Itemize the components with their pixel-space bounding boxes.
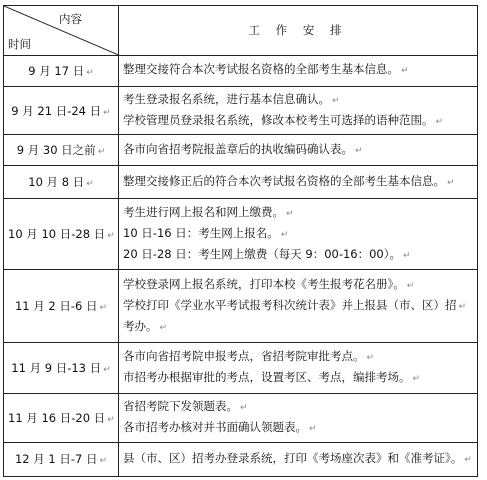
task-line <box>123 140 473 161</box>
time-cell <box>4 55 119 86</box>
paragraph-mark-icon: ↵ <box>412 374 421 385</box>
time-text: 9 月 30 日之前 <box>16 143 96 158</box>
paragraph-mark-icon: ↵ <box>458 301 467 312</box>
paragraph-mark-icon: ↵ <box>103 365 111 376</box>
task-cell <box>119 199 478 270</box>
task-text: 学校打印《学业水平考试报考科次统计表》并上报县（市、区）招 <box>123 297 457 312</box>
schedule-row <box>4 343 478 394</box>
task-text: 20 日-28 日：考生网上缴费（每天 9：00-16：00）。 <box>123 246 401 261</box>
paragraph-mark-icon: ↵ <box>447 177 455 188</box>
time-cell <box>4 86 119 135</box>
task-text: 学校管理员登录报名系统，修改本校考生可选择的语种范围。 <box>123 112 434 127</box>
paragraph-mark-icon: ↵ <box>280 229 289 240</box>
paragraph-mark-icon: ↵ <box>99 303 108 314</box>
schedule-row <box>4 270 478 343</box>
task-cell <box>119 86 478 135</box>
task-cell <box>119 166 478 199</box>
paragraph-mark-icon: ↵ <box>86 179 94 190</box>
time-cell <box>4 135 119 166</box>
paragraph-mark-icon: ↵ <box>103 107 111 118</box>
time-text: 11 月 9 日-13 日 <box>11 361 102 376</box>
time-text: 9 月 21 日-24 日 <box>11 103 102 118</box>
task-text: 各市向省招考院申报考点，省招考院审批考点。 <box>123 349 365 364</box>
paragraph-mark-icon: ↵ <box>332 95 340 106</box>
paragraph-mark-icon: ↵ <box>107 414 115 425</box>
diagonal-header-cell <box>4 6 119 56</box>
task-line <box>123 203 473 224</box>
task-line <box>123 60 473 81</box>
schedule-row <box>4 442 478 476</box>
time-cell <box>4 199 119 270</box>
paragraph-mark-icon: ↵ <box>107 231 115 242</box>
task-cell <box>119 343 478 394</box>
task-line <box>123 172 473 193</box>
task-text: 各市招考办核对并书面确认领题表。 <box>123 419 307 434</box>
paragraph-mark-icon: ↵ <box>286 208 294 219</box>
paragraph-mark-icon: ↵ <box>97 147 106 158</box>
schedule-row <box>4 199 478 270</box>
task-cell <box>119 442 478 476</box>
schedule-row <box>4 55 478 86</box>
task-text: 考生进行网上报名和网上缴费。 <box>123 204 284 219</box>
paragraph-mark-icon: ↵ <box>309 423 317 434</box>
task-cell <box>119 394 478 443</box>
schedule-row <box>4 135 478 166</box>
task-line <box>123 347 473 368</box>
paragraph-mark-icon: ↵ <box>435 116 444 127</box>
task-cell <box>119 270 478 343</box>
schedule-table <box>3 5 478 477</box>
task-line <box>123 418 473 439</box>
paragraph-mark-icon: ↵ <box>86 67 94 78</box>
time-cell <box>4 442 119 476</box>
task-line <box>123 245 473 266</box>
time-cell <box>4 166 119 199</box>
task-line <box>123 275 473 296</box>
task-line <box>123 368 473 389</box>
paragraph-mark-icon: ↵ <box>401 66 409 77</box>
work-arrangement-title: 工 作 安 排 <box>119 6 478 56</box>
time-cell <box>4 394 119 443</box>
paragraph-mark-icon: ↵ <box>355 145 363 156</box>
time-text: 10 月 8 日 <box>28 175 85 190</box>
time-label: 时间 <box>8 36 31 51</box>
task-cell <box>119 135 478 166</box>
task-line <box>123 317 473 338</box>
header-row <box>4 6 478 56</box>
task-text: 市招考办根据审批的考点，设置考区、考点，编排考场。 <box>123 370 411 385</box>
time-text: 11 月 16 日-20 日 <box>8 410 106 425</box>
paragraph-mark-icon: ↵ <box>240 402 248 413</box>
task-text: 各市向省招考院报盖章后的执收编码确认表。 <box>123 141 353 156</box>
task-text: 考办。 <box>123 318 158 333</box>
task-line <box>123 224 473 245</box>
task-line <box>123 397 473 418</box>
task-line <box>123 296 473 317</box>
time-cell <box>4 270 119 343</box>
task-text: 整理交接符合本次考试报名资格的全部考生基本信息。 <box>123 62 399 77</box>
task-text: 考生登录报名系统，进行基本信息确认。 <box>123 91 330 106</box>
time-text: 10 月 10 日-28 日 <box>8 227 106 242</box>
time-cell <box>4 343 119 394</box>
task-line <box>123 449 473 470</box>
time-text: 12 月 1 日-7 日 <box>14 452 98 467</box>
paragraph-mark-icon: ↵ <box>464 454 472 465</box>
task-text: 县（市、区）招考办登录系统，打印《考场座次表》和《准考证》。 <box>123 450 463 465</box>
schedule-row <box>4 166 478 199</box>
time-text: 9 月 17 日 <box>28 63 85 78</box>
task-text: 整理交接修正后的符合本次考试报名资格的全部考生基本信息。 <box>123 173 445 188</box>
task-cell <box>119 55 478 86</box>
task-line <box>123 111 473 132</box>
paragraph-mark-icon: ↵ <box>366 353 375 364</box>
schedule-row <box>4 86 478 135</box>
paragraph-mark-icon: ↵ <box>406 280 415 291</box>
task-line <box>123 90 473 111</box>
schedule-row <box>4 394 478 443</box>
task-text: 省招考院下发领题表。 <box>123 398 238 413</box>
task-text: 学校登录网上报名系统，打印本校《考生报考花名册》。 <box>123 276 405 291</box>
time-text: 11 月 2 日-6 日 <box>14 299 98 314</box>
paragraph-mark-icon: ↵ <box>99 456 108 467</box>
content-label: 内容 <box>59 12 82 26</box>
paragraph-mark-icon: ↵ <box>403 250 411 261</box>
paragraph-mark-icon: ↵ <box>159 322 168 333</box>
task-text: 10 日-16 日：考生网上报名。 <box>123 225 279 240</box>
